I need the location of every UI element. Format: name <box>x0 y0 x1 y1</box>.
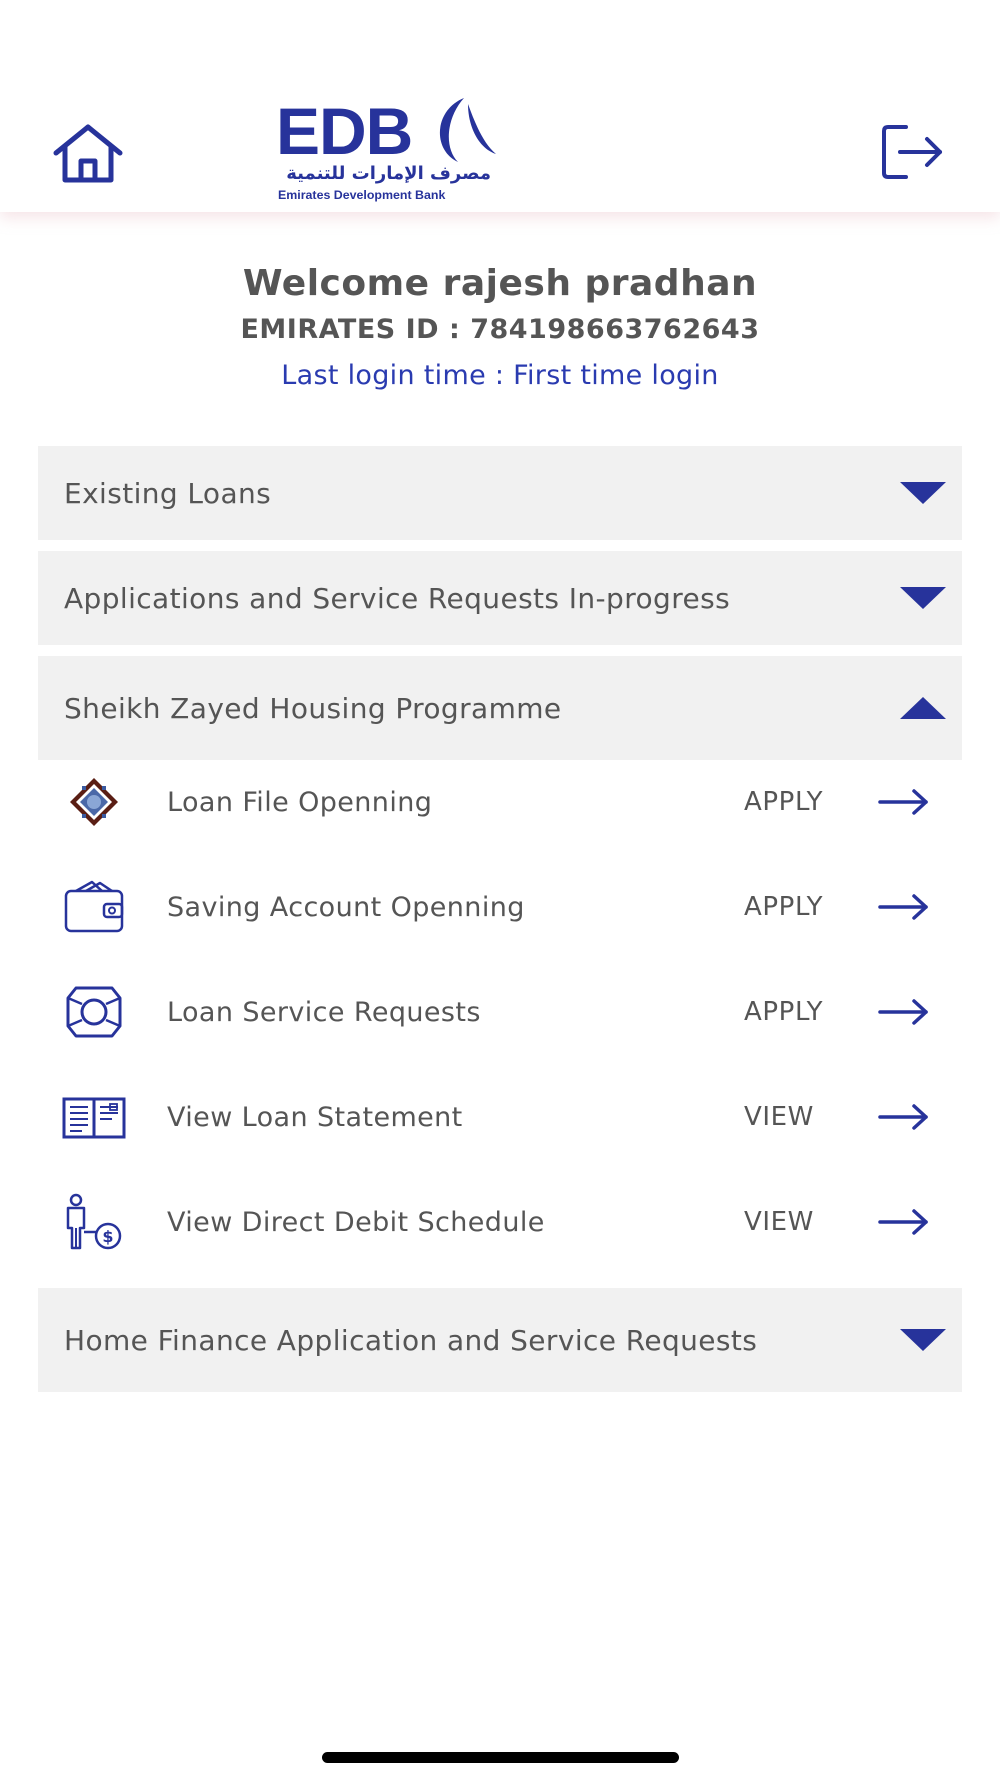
chevron-down-icon <box>900 482 946 504</box>
logo-wordmark: EDB <box>276 94 413 168</box>
list-item-label: View Direct Debit Schedule <box>167 1206 545 1238</box>
arrow-right-icon[interactable] <box>878 1102 930 1132</box>
service-request-icon <box>62 982 126 1042</box>
list-item-label: View Loan Statement <box>167 1101 463 1133</box>
section-sheikh-zayed-housing[interactable] <box>38 656 962 760</box>
home-indicator <box>322 1752 679 1763</box>
chevron-down-icon <box>900 587 946 609</box>
welcome-block <box>0 258 1000 396</box>
list-item-loan-service-requests[interactable] <box>38 962 962 1062</box>
logo-english-name: Emirates Development Bank <box>278 188 446 202</box>
arrow-right-icon[interactable] <box>878 787 930 817</box>
apply-button[interactable]: APPLY <box>744 997 824 1027</box>
section-label: Home Finance Application and Service Requests <box>64 1323 758 1357</box>
list-item-label: Loan Service Requests <box>167 996 481 1028</box>
apply-button[interactable]: APPLY <box>744 892 824 922</box>
list-item-saving-account-openning[interactable] <box>38 857 962 957</box>
direct-debit-icon <box>62 1192 126 1252</box>
logout-button[interactable] <box>878 122 946 182</box>
home-button[interactable] <box>52 122 124 184</box>
last-login-time: Last login time : First time login <box>281 360 719 391</box>
welcome-greeting: Welcome rajesh pradhan <box>242 263 758 304</box>
statement-icon <box>62 1087 126 1147</box>
edb-logo <box>276 96 496 206</box>
home-icon <box>52 122 124 184</box>
section-label: Applications and Service Requests In-progress <box>64 581 731 615</box>
section-existing-loans[interactable] <box>38 446 962 540</box>
list-item-view-loan-statement[interactable] <box>38 1067 962 1167</box>
emirates-id: EMIRATES ID : 784198663762643 <box>240 314 760 345</box>
list-item-label: Saving Account Openning <box>167 891 525 923</box>
logo-sail-icon <box>424 96 498 166</box>
svg-text:$: $ <box>102 1227 114 1246</box>
apply-button[interactable]: APPLY <box>744 787 824 817</box>
list-item-loan-file-openning[interactable] <box>38 752 962 852</box>
list-item-label: Loan File Openning <box>167 786 433 818</box>
arrow-right-icon[interactable] <box>878 892 930 922</box>
view-button[interactable]: VIEW <box>744 1102 814 1132</box>
view-button[interactable]: VIEW <box>744 1207 814 1237</box>
list-item-view-direct-debit-schedule[interactable] <box>38 1172 962 1272</box>
section-home-finance[interactable] <box>38 1288 962 1392</box>
loan-file-icon <box>62 772 126 832</box>
wallet-icon <box>62 877 126 937</box>
chevron-up-icon <box>900 697 946 719</box>
arrow-right-icon[interactable] <box>878 1207 930 1237</box>
logo-arabic-name: مصرف الإمارات للتنمية <box>286 163 491 184</box>
section-label: Existing Loans <box>64 476 272 510</box>
section-label: Sheikh Zayed Housing Programme <box>64 691 562 725</box>
arrow-right-icon[interactable] <box>878 997 930 1027</box>
app-header <box>0 0 1000 212</box>
section-applications-in-progress[interactable] <box>38 551 962 645</box>
chevron-down-icon <box>900 1329 946 1351</box>
logout-icon <box>878 122 946 182</box>
